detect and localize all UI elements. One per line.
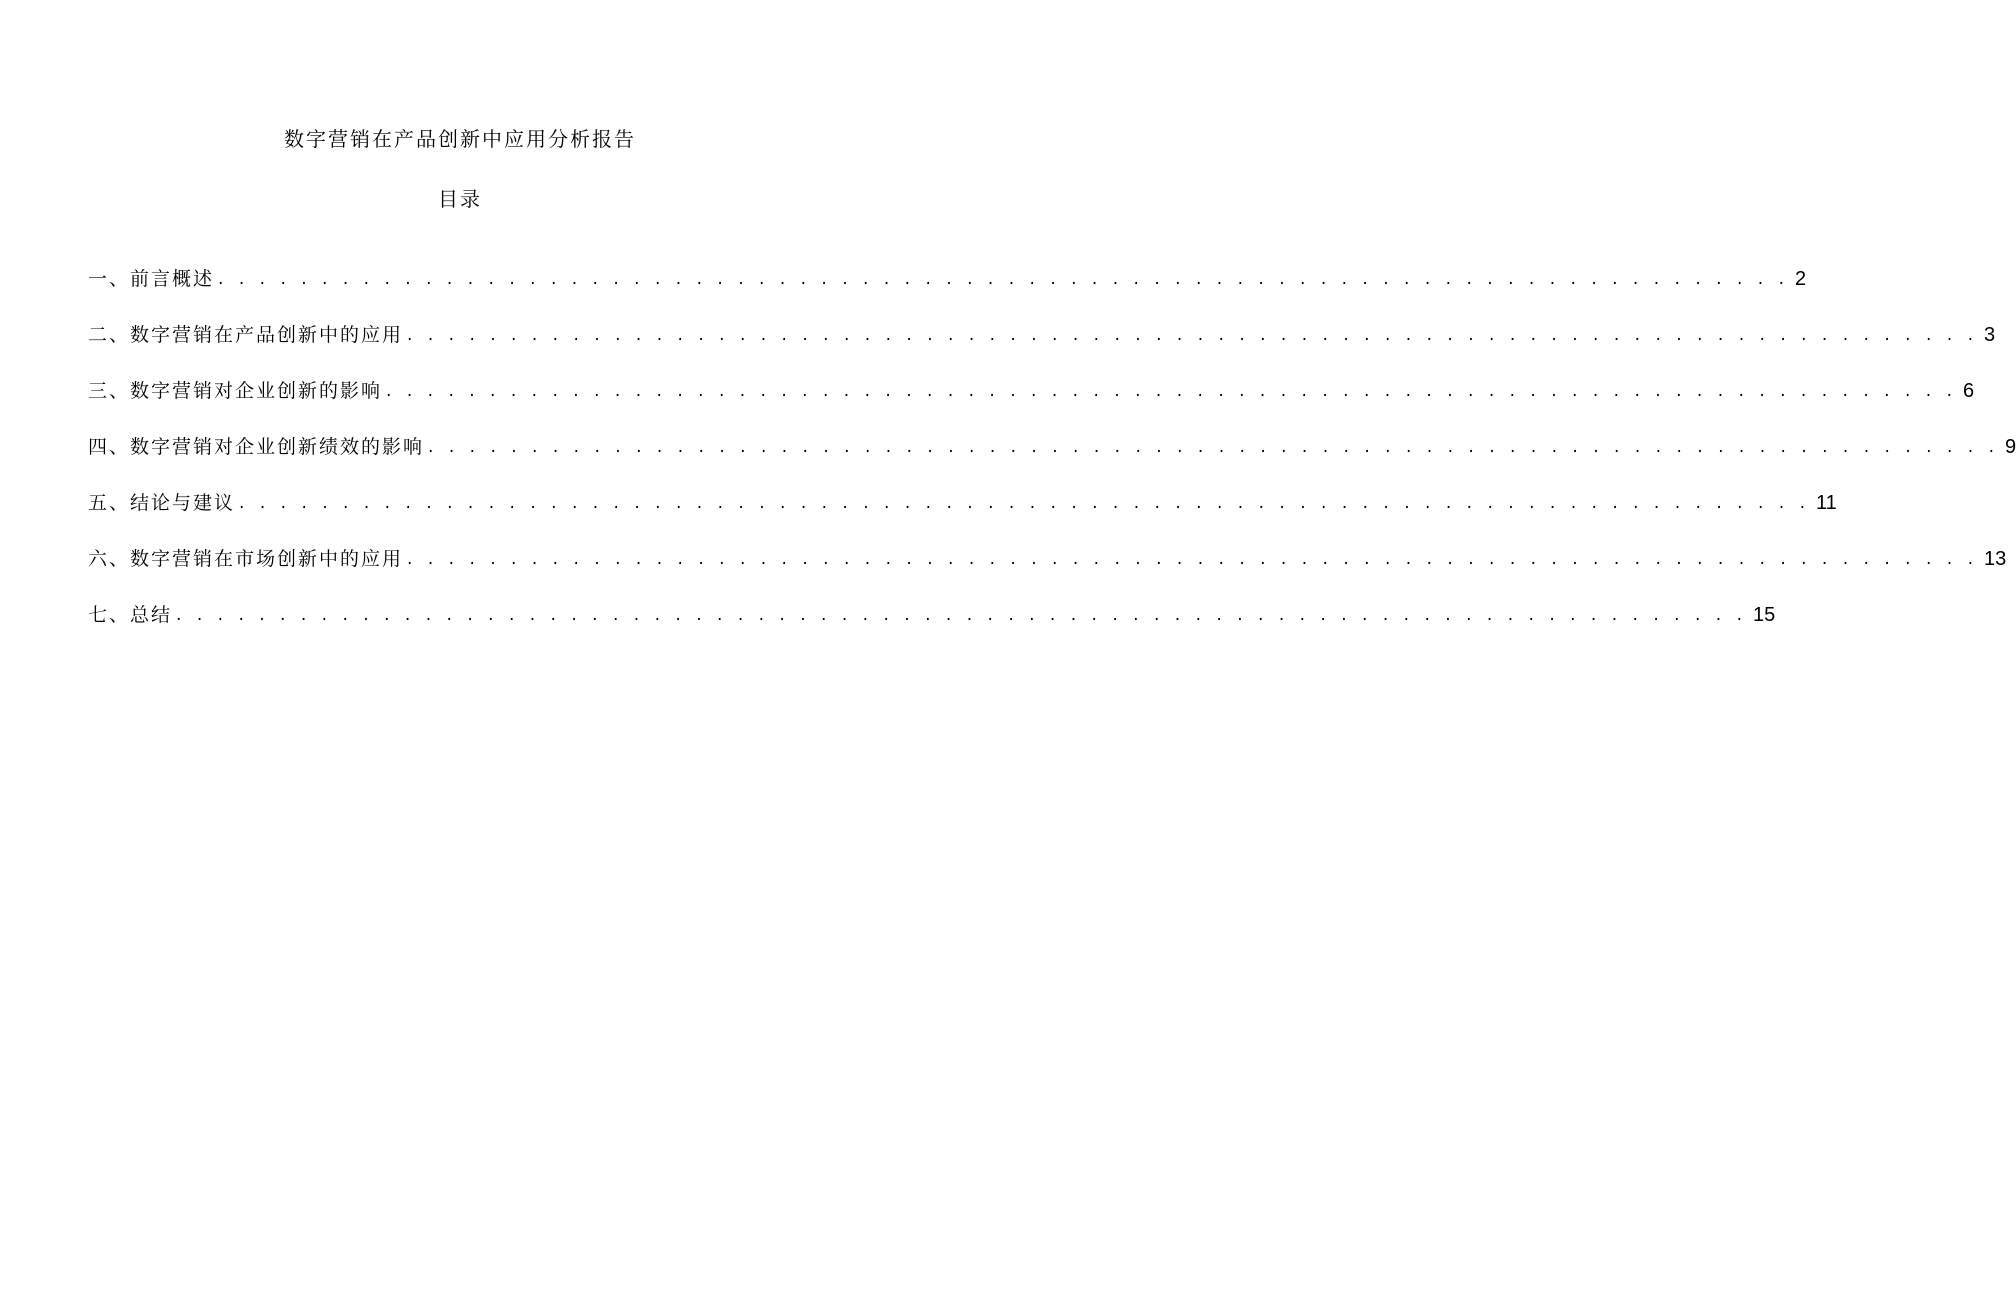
toc-entry-label: 七、总结 xyxy=(88,604,173,626)
toc-entry-label: 一、前言概述 xyxy=(88,268,215,290)
toc-entry-label: 二、数字营销在产品创新中的应用 xyxy=(88,324,404,346)
dot-leader: . . . . . . . . . . . . . . . . . . . . . . . . . . . . . . . . . . . . . . . . . . . . . . . . . . . . . . . . . . . . . . . . . . . . . . . . . . . . xyxy=(428,437,1999,457)
dot-leader: . . . . . . . . . . . . . . . . . . . . . . . . . . . . . . . . . . . . . . . . . . . . . . . . . . . . . . . . . . . . . . . . . . . . . . . . . . . . xyxy=(407,549,1978,569)
toc-entry-page: 15 xyxy=(1753,604,1776,626)
toc-entry[interactable] xyxy=(88,240,1807,296)
table-of-contents xyxy=(88,240,2016,632)
document-title: 数字营销在产品创新中应用分析报告 xyxy=(284,127,636,151)
toc-entry-label: 六、数字营销在市场创新中的应用 xyxy=(88,548,404,570)
toc-entry[interactable] xyxy=(88,576,1776,632)
toc-entry-page: 6 xyxy=(1963,380,1975,402)
toc-entry-page: 11 xyxy=(1816,492,1837,514)
dot-leader: . . . . . . . . . . . . . . . . . . . . . . . . . . . . . . . . . . . . . . . . . . . . . . . . . . . . . . . . . . . . . . . . . . . . . . . . . . . . xyxy=(386,381,1957,401)
toc-entry-page: 13 xyxy=(1984,548,2007,570)
dot-leader: . . . . . . . . . . . . . . . . . . . . . . . . . . . . . . . . . . . . . . . . . . . . . . . . . . . . . . . . . . . . . . . . . . . . . . . . . . . . xyxy=(407,325,1978,345)
toc-entry-page: 3 xyxy=(1984,324,1996,346)
toc-entry[interactable] xyxy=(88,408,2016,464)
toc-entry[interactable] xyxy=(88,352,1975,408)
dot-leader: . . . . . . . . . . . . . . . . . . . . . . . . . . . . . . . . . . . . . . . . . . . . . . . . . . . . . . . . . . . . . . . . . . . . . . . . . . . . xyxy=(176,605,1747,625)
toc-entry[interactable] xyxy=(88,464,1837,520)
toc-entry-page: 9 xyxy=(2005,436,2016,458)
toc-entry-label: 五、结论与建议 xyxy=(88,492,236,514)
toc-entry-page: 2 xyxy=(1795,268,1807,290)
toc-entry-label: 三、数字营销对企业创新的影响 xyxy=(88,380,383,402)
dot-leader: . . . . . . . . . . . . . . . . . . . . . . . . . . . . . . . . . . . . . . . . . . . . . . . . . . . . . . . . . . . . . . . . . . . . . . . . . . . . xyxy=(218,269,1789,289)
dot-leader: . . . . . . . . . . . . . . . . . . . . . . . . . . . . . . . . . . . . . . . . . . . . . . . . . . . . . . . . . . . . . . . . . . . . . . . . . . . . xyxy=(239,493,1810,513)
toc-entry[interactable] xyxy=(88,520,2007,576)
toc-heading: 目录 xyxy=(438,187,482,211)
toc-entry-label: 四、数字营销对企业创新绩效的影响 xyxy=(88,436,425,458)
toc-entry[interactable] xyxy=(88,296,1996,352)
